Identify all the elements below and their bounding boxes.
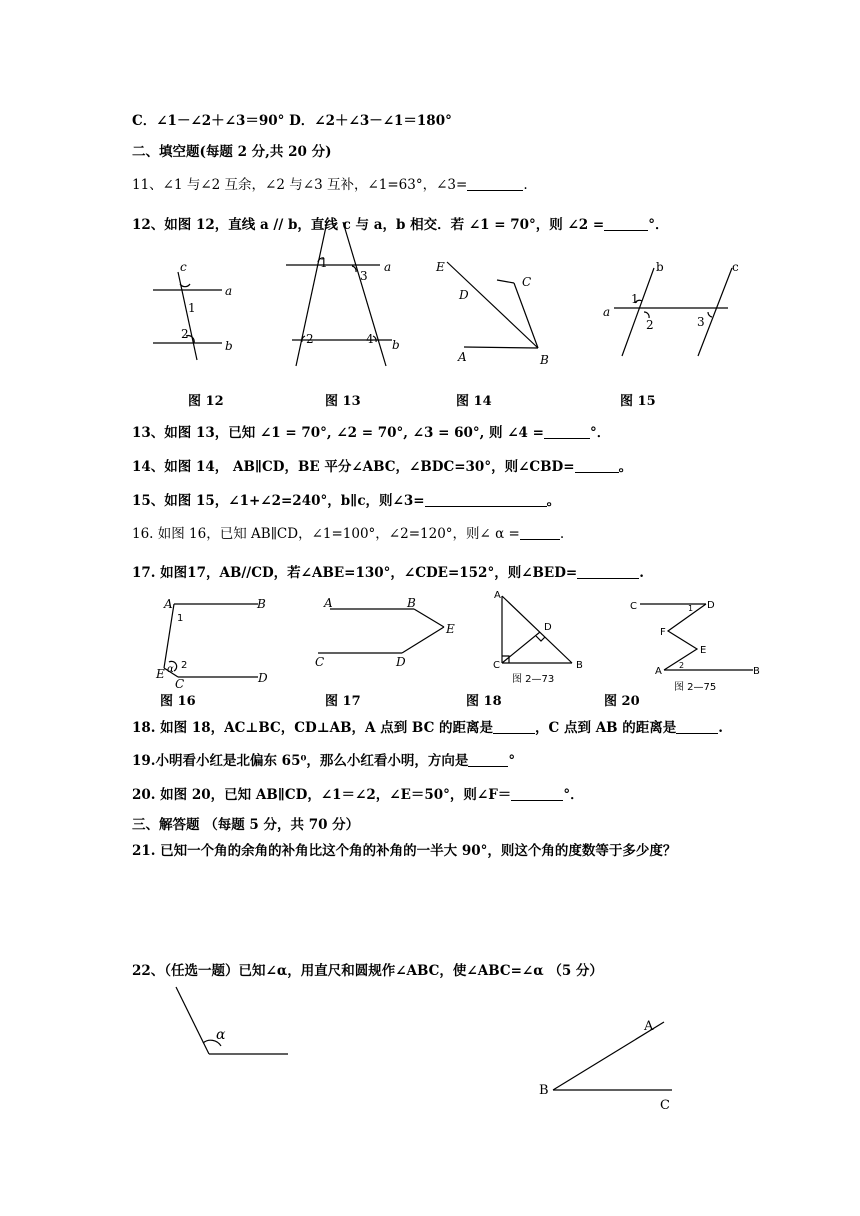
choice-cd: C．∠1－∠2＋∠3＝90° D．∠2＋∠3－∠1＝180° (132, 113, 452, 129)
figure-17 (315, 596, 455, 669)
f14-label-E: E (436, 260, 445, 274)
section-3-heading: 三、解答题 （每题 5 分，共 70 分） (132, 817, 360, 833)
caption-fig20: 图 20 (604, 694, 640, 709)
f17-label-C: C (315, 655, 325, 669)
question-12: 12、如图 12，直线 a // b，直线 c 与 a，b 相交．若 ∠1 = 70°，则 ∠2 = °． (132, 217, 669, 233)
f15-label-3: 3 (697, 315, 705, 329)
caption-fig13: 图 13 (325, 394, 361, 409)
f12-label-2: 2 (181, 327, 189, 341)
f16-label-alpha: α (167, 664, 174, 675)
f16-label-D: D (258, 671, 268, 685)
figure-15 (603, 260, 739, 356)
f17-label-B: B (407, 596, 416, 610)
question-21: 21. 已知一个角的余角的补角比这个角的补角的一半大 90°，则这个角的度数等于多少度？ (132, 843, 677, 859)
f18-label-B: B (576, 660, 583, 671)
f12-label-c: c (180, 260, 187, 274)
caption-fig12: 图 12 (188, 394, 224, 409)
figure-13 (286, 222, 400, 366)
f15-label-2: 2 (646, 318, 654, 332)
f17-label-E: E (446, 622, 455, 636)
figure-12 (153, 260, 233, 360)
question-22: 22、（任选一题）已知∠α，用直尺和圆规作∠ABC，使∠ABC=∠α （5 分） (132, 963, 603, 979)
f16-label-2: 2 (181, 660, 188, 671)
question-15: 15、如图 15，∠1+∠2=240°，b∥c，则∠3= 。 (132, 493, 561, 509)
caption-fig14: 图 14 (456, 394, 492, 409)
f15-label-a: a (603, 305, 611, 319)
question-13: 13、如图 13，已知 ∠1 = 70°, ∠2 = 70°, ∠3 = 60°, 则 ∠4 = °． (132, 425, 611, 441)
f14-label-D: D (459, 288, 469, 302)
f12-label-b: b (225, 339, 233, 353)
f20-label-2: 2 (679, 661, 685, 670)
figure-20 (630, 600, 760, 693)
f20-label-A: A (655, 666, 662, 677)
caption-fig17: 图 17 (325, 694, 361, 709)
question-16: 16. 如图 16，已知 AB∥CD，∠1=100°，∠2=120°，则∠ α = . (132, 526, 565, 542)
f22-label-C: C (660, 1098, 670, 1113)
f13-label-2: 2 (306, 332, 314, 346)
f15-label-c: c (732, 260, 739, 274)
f16-label-C: C (175, 677, 185, 691)
f15-label-b: b (656, 260, 664, 274)
f13-label-a: a (384, 260, 392, 274)
f20-label-1: 1 (688, 604, 694, 613)
f16-label-E: E (156, 667, 165, 681)
f20-sub-caption: 图 2—75 (674, 682, 717, 693)
f13-label-4: 4 (366, 332, 374, 346)
f22-label-alpha: α (216, 1027, 226, 1043)
f16-label-A: A (164, 597, 173, 611)
question-11: 11、∠1 与∠2 互余，∠2 与∠3 互补，∠1=63°，∠3= . (132, 177, 528, 193)
question-20: 20. 如图 20，已知 AB∥CD，∠1＝∠2，∠E＝50°，则∠F＝ °． (132, 787, 584, 803)
f13-label-1: 1 (320, 256, 328, 270)
question-19: 19.小明看小红是北偏东 65⁰，那么小红看小明，方向是 ° (132, 753, 516, 769)
f16-label-B: B (257, 597, 266, 611)
question-14: 14、如图 14， AB∥CD，BE 平分∠ABC，∠BDC=30°，则∠CBD= 。 (132, 459, 633, 475)
f17-label-A: A (324, 596, 333, 610)
caption-fig18: 图 18 (466, 694, 502, 709)
f22-label-B: B (539, 1083, 549, 1098)
f13-label-3: 3 (360, 269, 368, 283)
f15-label-1: 1 (631, 292, 639, 306)
question-17: 17. 如图17，AB//CD，若∠ABE=130°，∠CDE=152°，则∠BED= . (132, 565, 644, 581)
figure-16 (155, 597, 268, 691)
f18-label-A: A (494, 590, 501, 601)
caption-fig16: 图 16 (160, 694, 196, 709)
question-18: 18. 如图 18，AC⊥BC，CD⊥AB，A 点到 BC 的距离是 ，C 点到 AB 的距离是 . (132, 720, 723, 736)
f20-label-C: C (630, 601, 637, 612)
f20-label-B: B (753, 666, 760, 677)
f18-sub-caption: 图 2—73 (512, 674, 555, 685)
f14-label-A: A (458, 350, 467, 364)
f18-label-C: C (493, 660, 500, 671)
f18-label-D: D (544, 622, 552, 633)
f14-label-C: C (522, 275, 532, 289)
f20-label-D: D (707, 600, 715, 611)
section-2-heading: 二、填空题(每题 2 分,共 20 分) (132, 144, 332, 160)
figure-18 (493, 590, 583, 685)
f17-label-D: D (396, 655, 406, 669)
f13-label-b: b (392, 338, 400, 352)
f12-label-1: 1 (188, 301, 196, 315)
f12-label-a: a (225, 284, 233, 298)
f14-label-B: B (540, 353, 549, 367)
f20-label-E: E (700, 645, 707, 656)
caption-fig15: 图 15 (620, 394, 656, 409)
figure-22-angle-alpha (176, 987, 288, 1054)
figure-14 (435, 260, 549, 367)
f22-label-A: A (644, 1019, 654, 1034)
f16-label-1: 1 (177, 613, 184, 624)
f20-label-F: F (660, 627, 666, 638)
figure-22-angle-abc (539, 1019, 672, 1113)
